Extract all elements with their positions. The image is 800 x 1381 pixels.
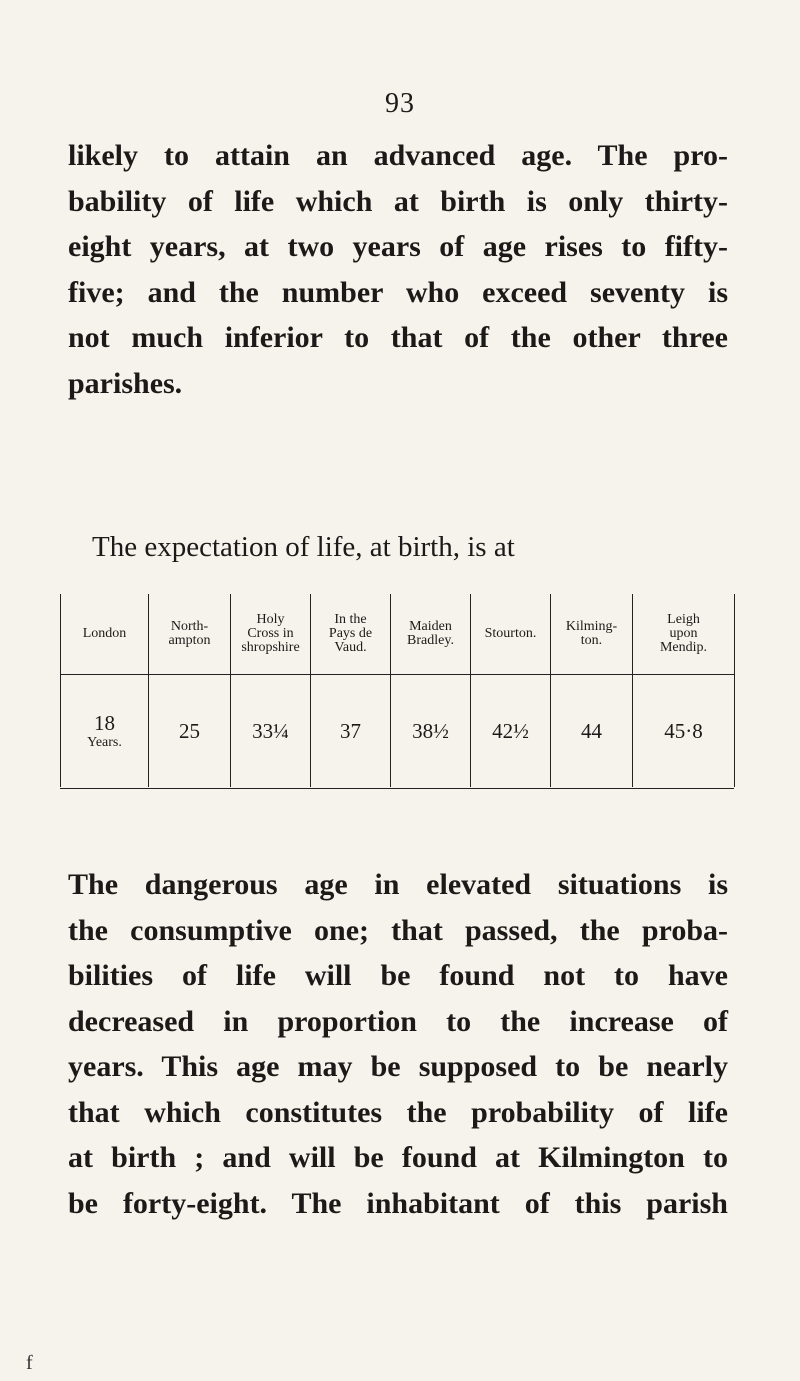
paragraph-dangerous-age bbox=[68, 862, 728, 1226]
text-line: not much inferior to that of the other three bbox=[68, 321, 728, 354]
text-line: five; and the number who exceed seventy is bbox=[68, 275, 728, 309]
text-line: years. This age may be supposed to be nearly bbox=[68, 1050, 728, 1083]
value-stourton: 42½ bbox=[471, 675, 551, 788]
table-bottom-rule bbox=[60, 788, 734, 789]
value-kilmington: 44 bbox=[551, 675, 633, 788]
text-line: decreased in proportion to the increase of bbox=[68, 1004, 728, 1038]
header-northampton: North- ampton bbox=[149, 594, 231, 675]
value-leigh-upon-mendip: 45·8 bbox=[633, 675, 735, 788]
margin-mark: f bbox=[26, 1352, 33, 1374]
value-maiden-bradley: 38½ bbox=[391, 675, 471, 788]
header-maiden-bradley: Maiden Bradley. bbox=[391, 594, 471, 675]
life-expectancy-table bbox=[60, 594, 735, 787]
header-kilmington: Kilming- ton. bbox=[551, 594, 633, 675]
text-line: the consumptive one; that passed, the proba- bbox=[68, 913, 728, 947]
value-holy-cross: 33¼ bbox=[231, 675, 311, 788]
text-line: parishes. bbox=[68, 366, 183, 400]
page-number: 93 bbox=[385, 88, 415, 119]
header-stourton: Stourton. bbox=[471, 594, 551, 675]
header-pays-de-vaud: In the Pays de Vaud. bbox=[311, 594, 391, 675]
header-leigh-upon-mendip: Leigh upon Mendip. bbox=[633, 594, 735, 675]
table-values-row bbox=[61, 675, 735, 788]
text-line: likely to attain an advanced age. The pro- bbox=[68, 139, 728, 172]
text-line: bilities of life will be found not to have bbox=[68, 959, 728, 992]
text-line: at birth ; and will be found at Kilmington to bbox=[68, 1141, 728, 1174]
text-line: bability of life which at birth is only thirty- bbox=[68, 184, 728, 218]
table-header-row bbox=[61, 594, 735, 675]
table-intro: The expectation of life, at birth, is at bbox=[92, 531, 515, 563]
years-label: Years. bbox=[87, 735, 122, 750]
header-holy-cross: Holy Cross in shropshire bbox=[231, 594, 311, 675]
text-line: that which constitutes the probability of life bbox=[68, 1095, 728, 1129]
value-pays-de-vaud: 37 bbox=[311, 675, 391, 788]
text-line: eight years, at two years of age rises to fifty- bbox=[68, 230, 728, 263]
header-london: London bbox=[61, 594, 149, 675]
text-line: be forty-eight. The inhabitant of this parish bbox=[68, 1186, 728, 1220]
text-line: The dangerous age in elevated situations is bbox=[68, 868, 728, 901]
value-northampton: 25 bbox=[149, 675, 231, 788]
value-london: 18 Years. bbox=[61, 675, 149, 788]
paragraph-probability bbox=[68, 133, 728, 406]
